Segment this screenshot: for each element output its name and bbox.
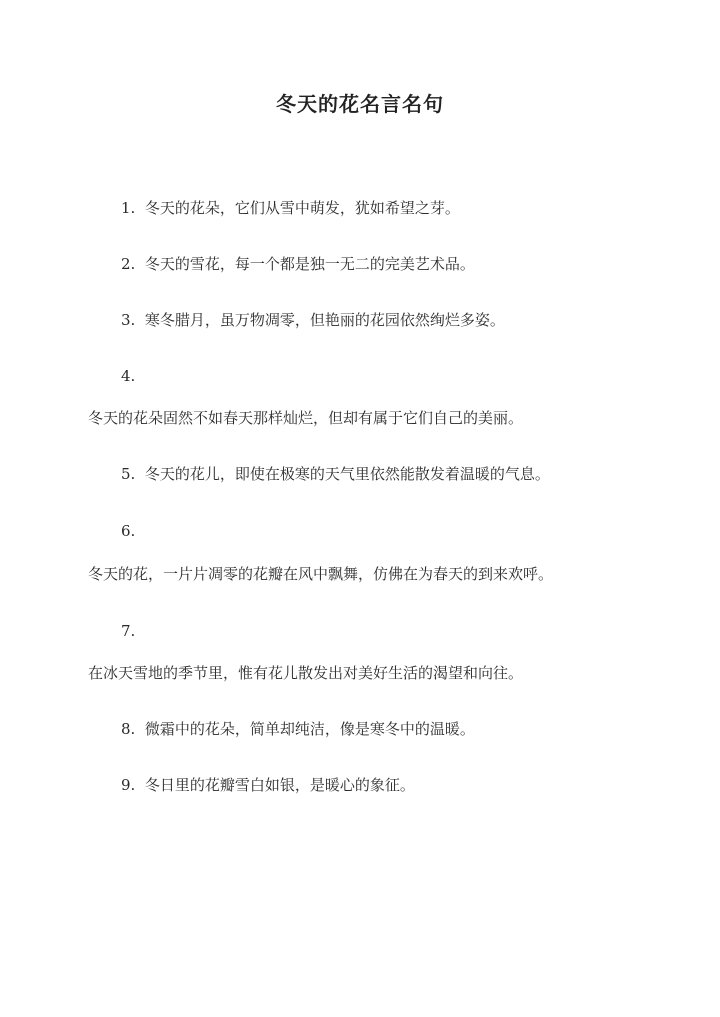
list-item-text: 冬日里的花瓣雪白如银，是暖心的象征。 (144, 776, 415, 794)
list-item-text: 冬天的花朵，它们从雪中萌发，犹如希望之芽。 (144, 199, 460, 217)
list-item-2 (121, 254, 475, 274)
list-item-number: 2. (121, 255, 136, 273)
list-item-text: 冬天的雪花，每一个都是独一无二的完美艺术品。 (144, 255, 475, 273)
list-item-number: 1. (121, 199, 136, 217)
list-item-6-number: 6. (121, 522, 136, 540)
list-item-number: 8. (121, 720, 136, 738)
page-title: 冬天的花名言名句 (276, 92, 444, 116)
list-item-7-text: 在冰天雪地的季节里，惟有花儿散发出对美好生活的渴望和向往。 (88, 664, 524, 682)
list-item-number: 9. (121, 776, 136, 794)
list-item-4-text: 冬天的花朵固然不如春天那样灿烂，但却有属于它们自己的美丽。 (88, 409, 524, 427)
list-item-text: 寒冬腊月，虽万物凋零，但艳丽的花园依然绚烂多姿。 (144, 311, 505, 329)
list-item-number: 5. (121, 465, 136, 483)
list-item-number: 3. (121, 311, 136, 329)
list-item-1 (121, 198, 460, 218)
list-item-text: 冬天的花儿，即使在极寒的天气里依然能散发着温暖的气息。 (144, 465, 550, 483)
list-item-5 (121, 464, 550, 484)
list-item-3 (121, 310, 505, 330)
list-item-9 (121, 775, 415, 795)
list-item-text: 微霜中的花朵，简单却纯洁，像是寒冬中的温暖。 (144, 720, 475, 738)
list-item-6-text: 冬天的花，一片片凋零的花瓣在风中飘舞，仿佛在为春天的到来欢呼。 (88, 565, 554, 583)
list-item-8 (121, 719, 475, 739)
list-item-7-number: 7. (121, 622, 136, 640)
list-item-4-number: 4. (121, 367, 136, 385)
